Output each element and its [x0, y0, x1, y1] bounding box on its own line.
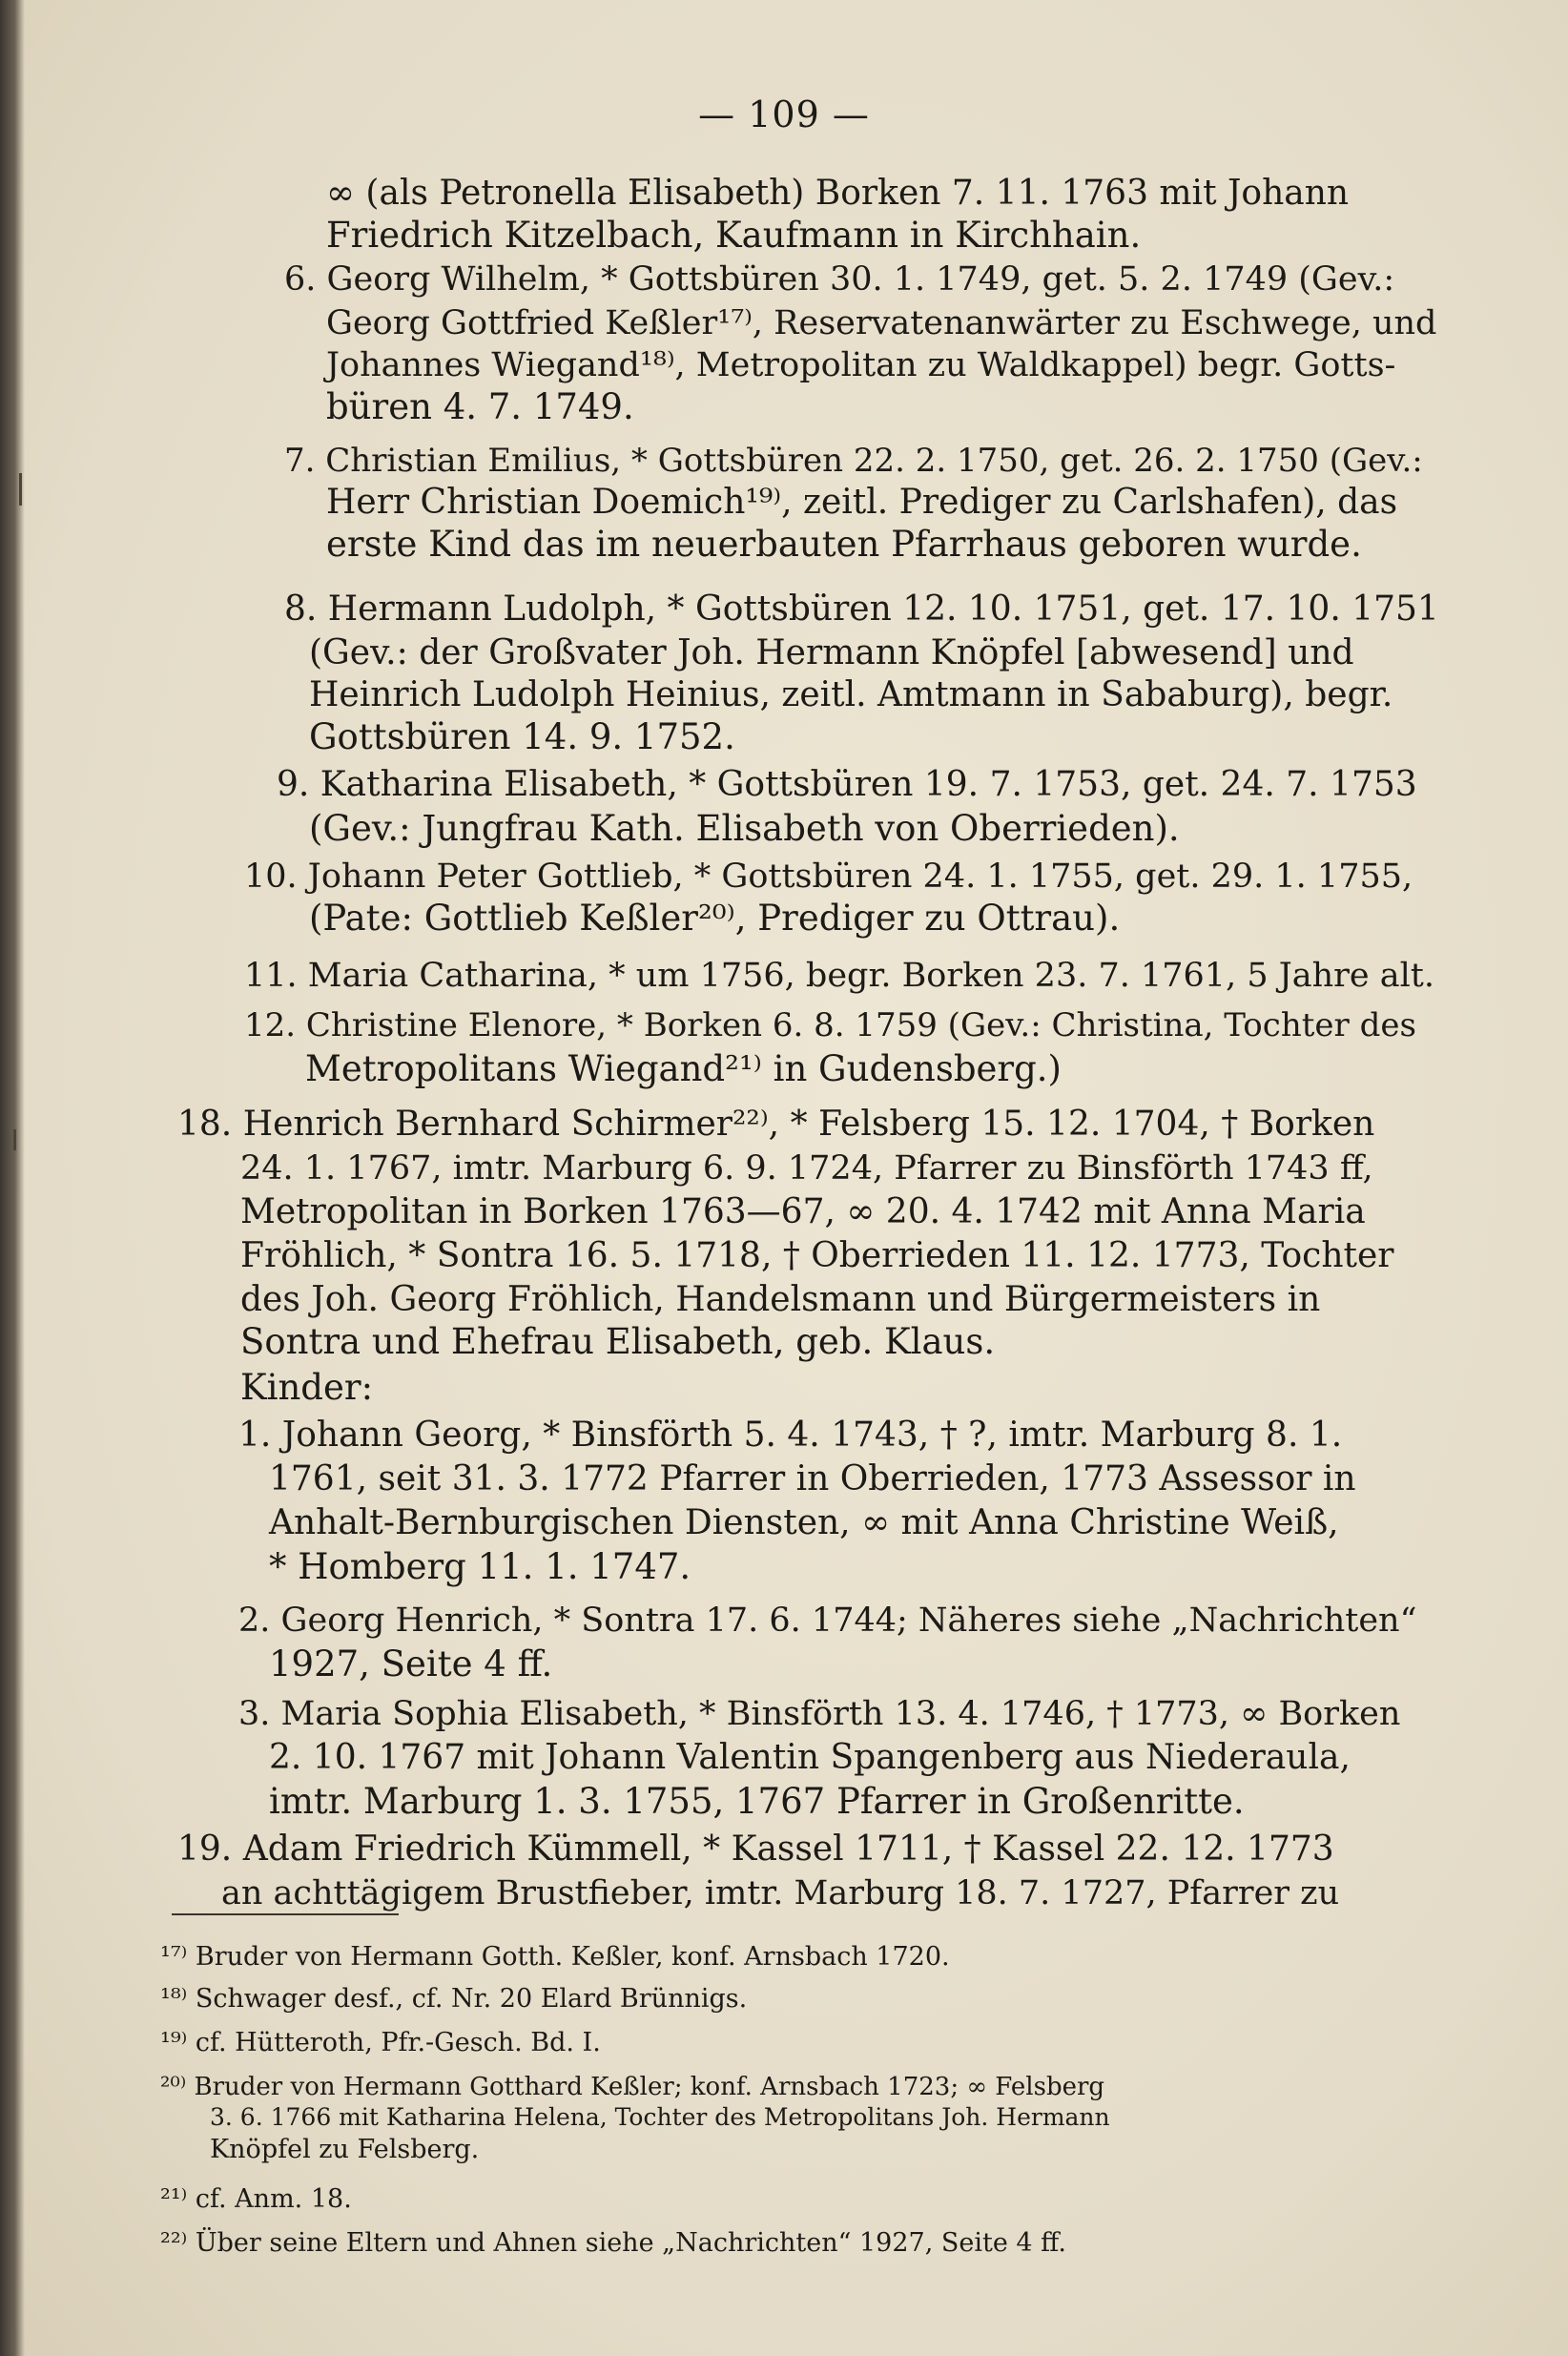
text-line: 12. Christine Elenore, * Borken 6. 8. 1759 (Gev.: Christina, Tochter des [244, 1006, 1416, 1044]
text-line: des Joh. Georg Fröhlich, Handelsmann und Bürgermeisters in [240, 1280, 1321, 1319]
footnote: ²⁰⁾ Bruder von Hermann Gotthard Keßler; konf. Arnsbach 1723; ∞ Felsberg [160, 2073, 1105, 2101]
text-line: Metropolitan in Borken 1763—67, ∞ 20. 4. 1742 mit Anna Maria [240, 1192, 1366, 1231]
text-line: Metropolitans Wiegand²¹⁾ in Gudensberg.) [305, 1048, 1062, 1089]
text-line: Kinder: [240, 1367, 374, 1408]
text-line: 9. Katharina Elisabeth, * Gottsbüren 19. 7. 1753, get. 24. 7. 1753 [277, 765, 1417, 804]
footnote: ¹⁷⁾ Bruder von Hermann Gotth. Keßler, konf. Arnsbach 1720. [160, 1942, 950, 1972]
text-line: 8. Hermann Ludolph, * Gottsbüren 12. 10. 1751, get. 17. 10. 1751 [284, 589, 1439, 629]
text-line: 3. Maria Sophia Elisabeth, * Binsförth 13. 4. 1746, † 1773, ∞ Borken [238, 1695, 1401, 1733]
text-line: * Homberg 11. 1. 1747. [269, 1546, 691, 1587]
margin-mark [13, 1129, 16, 1150]
text-line: ∞ (als Petronella Elisabeth) Borken 7. 11. 1763 mit Johann [326, 174, 1350, 213]
text-line: Anhalt-Bernburgischen Diensten, ∞ mit Anna Christine Weiß, [269, 1503, 1339, 1542]
text-line: 11. Maria Catharina, * um 1756, begr. Borken 23. 7. 1761, 5 Jahre alt. [244, 957, 1434, 995]
text-line: 1927, Seite 4 ff. [269, 1643, 553, 1684]
footnote: ²²⁾ Über seine Eltern und Ahnen siehe „Nachrichten“ 1927, Seite 4 ff. [160, 2228, 1066, 2258]
footnote: ¹⁸⁾ Schwager desf., cf. Nr. 20 Elard Brünnigs. [160, 1984, 748, 2014]
text-line: (Gev.: der Großvater Joh. Hermann Knöpfel [abwesend] und [309, 633, 1354, 672]
text-line: Gottsbüren 14. 9. 1752. [309, 716, 735, 757]
text-line: imtr. Marburg 1. 3. 1755, 1767 Pfarrer in Großenritte. [269, 1781, 1245, 1822]
text-line: Sontra und Ehefrau Elisabeth, geb. Klaus. [240, 1321, 996, 1362]
footnote: ²¹⁾ cf. Anm. 18. [160, 2184, 352, 2214]
text-line: Herr Christian Doemich¹⁹⁾, zeitl. Prediger zu Carlshafen), das [326, 483, 1398, 522]
text-line: 7. Christian Emilius, * Gottsbüren 22. 2. 1750, get. 26. 2. 1750 (Gev.: [284, 442, 1423, 480]
text-line: Heinrich Ludolph Heinius, zeitl. Amtmann in Sababurg), begr. [309, 675, 1393, 714]
text-line: Johannes Wiegand¹⁸⁾, Metropolitan zu Waldkappel) begr. Gotts- [326, 346, 1396, 384]
footnote-continuation: 3. 6. 1766 mit Katharina Helena, Tochter des Metropolitans Joh. Hermann [210, 2103, 1110, 2131]
text-line: Fröhlich, * Sontra 16. 5. 1718, † Oberrieden 11. 12. 1773, Tochter [240, 1236, 1394, 1275]
footnote-continuation: Knöpfel zu Felsberg. [210, 2135, 480, 2164]
text-line: an achttägigem Brustfieber, imtr. Marburg 18. 7. 1727, Pfarrer zu [221, 1874, 1340, 1912]
text-line: erste Kind das im neuerbauten Pfarrhaus geboren wurde. [326, 524, 1362, 565]
text-line: 19. Adam Friedrich Kümmell, * Kassel 1711, † Kassel 22. 12. 1773 [177, 1829, 1334, 1869]
footnote-rule [172, 1913, 399, 1915]
footnote: ¹⁹⁾ cf. Hütteroth, Pfr.-Gesch. Bd. I. [160, 2028, 601, 2057]
text-line: 2. 10. 1767 mit Johann Valentin Spangenberg aus Niederaula, [269, 1738, 1351, 1777]
text-line: 18. Henrich Bernhard Schirmer²²⁾, * Felsberg 15. 12. 1704, † Borken [177, 1105, 1375, 1144]
text-line: 24. 1. 1767, imtr. Marburg 6. 9. 1724, Pfarrer zu Binsförth 1743 ff, [240, 1149, 1373, 1188]
text-line: 10. Johann Peter Gottlieb, * Gottsbüren 24. 1. 1755, get. 29. 1. 1755, [244, 858, 1413, 896]
text-line: 1761, seit 31. 3. 1772 Pfarrer in Oberrieden, 1773 Assessor in [269, 1459, 1356, 1498]
text-line: 1. Johann Georg, * Binsförth 5. 4. 1743, † ?, imtr. Marburg 8. 1. [238, 1416, 1343, 1455]
text-line: büren 4. 7. 1749. [326, 386, 634, 427]
text-line: 6. Georg Wilhelm, * Gottsbüren 30. 1. 1749, get. 5. 2. 1749 (Gev.: [284, 260, 1395, 299]
margin-mark [19, 473, 22, 506]
text-line: Georg Gottfried Keßler¹⁷⁾, Reservatenanwärter zu Eschwege, und [326, 304, 1437, 342]
page-number: — 109 — [698, 93, 870, 135]
text-line: (Gev.: Jungfrau Kath. Elisabeth von Oberrieden). [309, 808, 1180, 849]
text-line: 2. Georg Henrich, * Sontra 17. 6. 1744; Näheres siehe „Nachrichten“ [238, 1602, 1417, 1640]
text-line: Friedrich Kitzelbach, Kaufmann in Kirchhain. [326, 215, 1142, 256]
text-line: (Pate: Gottlieb Keßler²⁰⁾, Prediger zu Ottrau). [309, 898, 1121, 939]
